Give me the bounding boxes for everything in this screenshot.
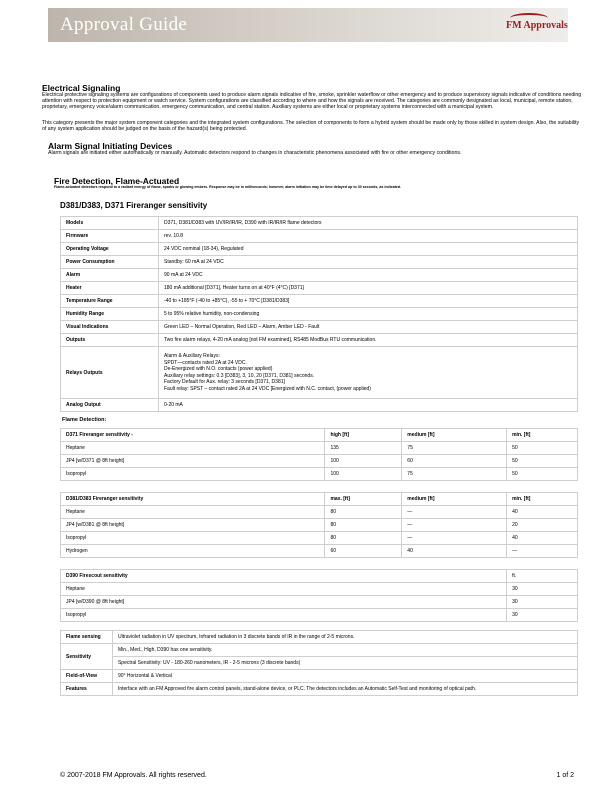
electrical-para-2: This category presents the major system component categories and the integrated system configurations. The selection of components to form a hybrid system should be made only by those skilled in system design. Also, the suitability of any system application should be judged on the basis of the hazard(s) being protected. — [42, 120, 580, 133]
table-row — [61, 631, 578, 644]
table-cell: 75 — [402, 468, 507, 481]
spec-value: 0-20 mA — [159, 399, 578, 412]
spec-value: Standby: 60 mA at 24 VDC — [159, 256, 578, 269]
table-cell: — — [507, 545, 578, 558]
table-cell: Heptane — [61, 506, 325, 519]
d381-table — [60, 492, 578, 558]
table-header-row — [61, 429, 578, 442]
column-header: min. [ft] — [507, 429, 578, 442]
spec-row — [61, 243, 578, 256]
d371-table — [60, 428, 578, 481]
table-row — [61, 442, 578, 455]
table-cell: 80 — [325, 506, 402, 519]
column-header: high [ft] — [325, 429, 402, 442]
relays-line: De-Energized with N.O. contacts (power applied) — [164, 366, 273, 372]
spec-label: Humidity Range — [61, 308, 159, 321]
spec-row — [61, 321, 578, 334]
spec-value: D371, D381/D383 with UV/IR/IR/IR, D390 with IR/IR/IR flame detectors — [159, 217, 578, 230]
sensing-label: Flame sensing — [61, 631, 113, 644]
copyright: © 2007-2018 FM Approvals. All rights reserved. — [60, 772, 207, 779]
electrical-para-1: Electrical protective signaling systems are configurations of components used to produce alarm signals indicative of fire, smoke, sprinkler waterflow or other emergency and to produce supervisory signals indicative of conditions needing attention with respect to protection equipment or watch service. System configurations are classified according to where and how the signals are received. The categories are commonly designated as local, municipal, remote station, proprietary, emergency voice/alarm communication, emergency communication, and central station. Auxiliary systems are either local or proprietary systems interconnected with a municipal system. — [42, 92, 582, 111]
header-banner — [48, 8, 568, 42]
column-header: max. [ft] — [325, 493, 402, 506]
table-row — [61, 468, 578, 481]
spec-row — [61, 308, 578, 321]
spec-row — [61, 282, 578, 295]
spec-label: Models — [61, 217, 159, 230]
column-header: D371 Fireranger sensitivity - — [61, 429, 325, 442]
spec-label: Analog Output — [61, 399, 159, 412]
table-cell: Heptane — [61, 442, 325, 455]
table-cell: 60 — [402, 455, 507, 468]
column-header: medium [ft] — [402, 429, 507, 442]
product-title: D381/D383, D371 Fireranger sensitivity — [60, 201, 208, 210]
table-cell: 100 — [325, 455, 402, 468]
electrical-heading: Electrical Signaling — [42, 83, 121, 93]
sensing-value: Ultraviolet radiation in UV spectrum, Infrared radiation in 3 discrete bands of IR in the range of 2-5 microns. — [112, 631, 577, 644]
spec-table — [60, 216, 578, 412]
spec-value: Two fire alarm relays, 4-20 mA analog [not FM examined], RS485 ModBus RTU communication. — [159, 334, 578, 347]
relays-line: Fault relay: SPST – contact rated 2A at 24 VDC [Energized with N.C. contact, (power applied) — [164, 385, 371, 392]
table-cell: Isopropyl — [61, 609, 507, 622]
spec-row — [61, 269, 578, 282]
table-cell: 40 — [507, 532, 578, 545]
spec-row — [61, 256, 578, 269]
spec-label: Power Consumption — [61, 256, 159, 269]
table-row — [61, 609, 578, 622]
spec-label: Alarm — [61, 269, 159, 282]
d390-table — [60, 569, 578, 622]
page-number: 1 of 2 — [556, 772, 574, 779]
spec-label: Relays Outputs — [61, 347, 159, 399]
relays-line: Alarm & Auxiliary Relays: — [164, 353, 220, 359]
table-cell: Heptane — [61, 583, 507, 596]
sensing-value: Min., Med., High, D390 has one sensitivity. — [112, 644, 577, 657]
table-row — [61, 583, 578, 596]
table-row — [61, 657, 578, 670]
table-cell: JP4 [w/D371 @ 8ft height] — [61, 455, 325, 468]
logo-text: FM Approvals — [506, 20, 568, 31]
spec-row — [61, 399, 578, 412]
table-cell: 75 — [402, 442, 507, 455]
table-cell: 30 — [507, 609, 578, 622]
sensing-value: Spectral Sensitivity: UV - 180-260 nanometers, IR - 2-5 microns (3 discrete bands) — [112, 657, 577, 670]
fire-para: Flame-actuated detectors respond to a radiant energy of flame, sparks or glowing embers. Response may be in milliseconds; however, alarm initiation may be time delayed up to 30 seconds, as indicated. — [54, 185, 402, 189]
table-cell: 50 — [507, 455, 578, 468]
table-row — [61, 519, 578, 532]
table-header-row — [61, 493, 578, 506]
column-header: D381/D383 Fireranger sensitivity — [61, 493, 325, 506]
spec-row — [61, 295, 578, 308]
spec-value: 5 to 95% relative humidity, non-condensing — [159, 308, 578, 321]
spec-label: Operating Voltage — [61, 243, 159, 256]
table-row — [61, 506, 578, 519]
table-cell: 20 — [507, 519, 578, 532]
table-cell: 40 — [402, 545, 507, 558]
relays-value — [159, 347, 578, 399]
alarm-para: Alarm signals are initiated either automatically or manually. Automatic detectors respond to changes in characteristic phenomena associated with fire or other emergency conditions. — [48, 150, 462, 156]
column-header: medium [ft] — [402, 493, 507, 506]
table-cell: 100 — [325, 468, 402, 481]
column-header: D390 Firescout sensitivity — [61, 570, 507, 583]
table-cell: 30 — [507, 596, 578, 609]
table-cell: JP4 [w/D390 @ 8ft height] — [61, 596, 507, 609]
relays-line: Factory Default for Aux. relay: 3 seconds [D371, D381] — [164, 379, 285, 385]
sensing-label: Sensitivity — [61, 644, 113, 670]
sensing-value: 90° Horizontal & Vertical — [112, 670, 577, 683]
sensing-label: Field-of-View — [61, 670, 113, 683]
spec-value: Green LED – Normal Operation, Red LED – Alarm, Amber LED - Fault — [159, 321, 578, 334]
fire-heading: Fire Detection, Flame-Actuated — [54, 176, 180, 186]
spec-row — [61, 217, 578, 230]
table-cell: 80 — [325, 519, 402, 532]
table-cell: 30 — [507, 583, 578, 596]
spec-row — [61, 230, 578, 243]
table-row — [61, 683, 578, 696]
spec-label: Outputs — [61, 334, 159, 347]
table-cell: 60 — [325, 545, 402, 558]
table-cell: 50 — [507, 468, 578, 481]
flame-detection-label: Flame Detection: — [62, 417, 107, 423]
table-cell: — — [402, 506, 507, 519]
table-cell: Isopropyl — [61, 532, 325, 545]
spec-value: rev. 10.8 — [159, 230, 578, 243]
table-cell: Isopropyl — [61, 468, 325, 481]
sensing-label: Features — [61, 683, 113, 696]
table-cell: 135 — [325, 442, 402, 455]
column-header: ft. — [507, 570, 578, 583]
table-cell: JP4 [w/D381 @ 8ft height] — [61, 519, 325, 532]
table-cell: 50 — [507, 442, 578, 455]
spec-row-relays — [61, 347, 578, 399]
table-row — [61, 455, 578, 468]
relays-line: SPDT—contacts rated 2A at 24 VDC. — [164, 359, 247, 366]
relays-line: Auxiliary relay settings: 0.3 [D383], 3, 10, 20 [D371, D381] seconds. — [164, 372, 315, 379]
sensing-table — [60, 630, 578, 696]
spec-value: -40 to +185°F (-40 to +85°C), -55 to + 70°C [D381/D383] — [159, 295, 578, 308]
table-cell: Hydrogen — [61, 545, 325, 558]
guide-title: Approval Guide — [60, 14, 188, 35]
table-row — [61, 670, 578, 683]
table-row — [61, 596, 578, 609]
spec-value: 180 mA additional [D371], Heater turns on at 40°F (4°C) [D371] — [159, 282, 578, 295]
spec-label: Heater — [61, 282, 159, 295]
spec-label: Visual Indications — [61, 321, 159, 334]
spec-label: Temperature Range — [61, 295, 159, 308]
column-header: min. [ft] — [507, 493, 578, 506]
spec-label: Firmware — [61, 230, 159, 243]
sensing-value: Interface with an FM Approved fire alarm control panels, stand-alone device, or PLC. The detectors includes an Automatic Self-Test and monitoring of optical path. — [112, 683, 577, 696]
fm-approvals-logo — [506, 13, 568, 35]
spec-value: 24 VDC nominal (18-34), Regulated — [159, 243, 578, 256]
table-row — [61, 532, 578, 545]
table-cell: 80 — [325, 532, 402, 545]
table-row — [61, 644, 578, 657]
table-cell: — — [402, 532, 507, 545]
table-header-row — [61, 570, 578, 583]
spec-row — [61, 334, 578, 347]
spec-value: 90 mA at 24 VDC — [159, 269, 578, 282]
table-row — [61, 545, 578, 558]
alarm-heading: Alarm Signal Initiating Devices — [48, 141, 173, 151]
table-cell: 40 — [507, 506, 578, 519]
table-cell: — — [402, 519, 507, 532]
